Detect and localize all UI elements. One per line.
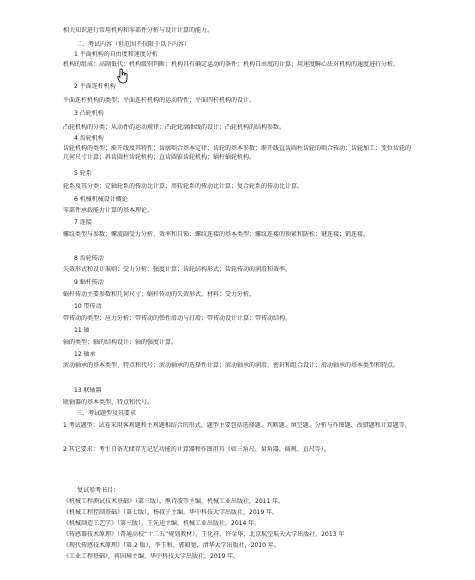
hand-pointer-icon (117, 68, 129, 84)
topic-body-4: 齿轮机构的类型；渐开线及其特性；齿廓啮合基本定律；齿轮的基本参数；渐开线直齿圆柱齿轮的啮合传动；齿轮加工；变位齿轮的几何尺寸计算；斜齿圆柱齿轮机构；直齿圆锥齿轮机构；蜗杆蜗轮机构。 (63, 145, 412, 161)
topic-heading-13: 13 联轴器 (74, 387, 102, 394)
reference-book-4: 《传感器技术原理》（普通高校“十二五”规划教材），王化祥，许金华，北京航空航天大学出版社，2013 年 (63, 531, 345, 538)
topic-body-5: 轮系及其分类；定轴轮系的传动比计算；周转轮系的传动比计算；复合轮系的传动比计算。 (63, 183, 304, 190)
topic-heading-3: 3 凸轮机构 (74, 110, 104, 117)
topic-heading-12: 12 轴承 (74, 351, 96, 358)
topic-heading-4: 4 齿轮机构 (74, 135, 104, 142)
topic-body-7: 螺纹类型与参数；螺旋副受力分析、效率和自锁；螺纹连接的基本类型；螺纹连接的预紧和防松；键连接；销连接。 (63, 231, 370, 238)
topic-body-13: 联轴器的基本类型、特点和代号。 (63, 399, 154, 406)
topic-body-9: 蜗杆传动主要参数和几何尺寸；蜗杆传动的失效形式、材料；受力分析。 (63, 291, 256, 298)
topic-heading-7: 7 连接 (74, 219, 92, 226)
reference-book-1: 《机械工程测试技术基础》（第三版），熊诗波等主编，机械工业出版社，2011 年。 (63, 498, 285, 505)
reference-books-heading: 复试参考书目： (77, 487, 120, 494)
topic-heading-5: 5 轮系 (74, 170, 92, 177)
topic-body-10: 带传动的类型；应力分析；带传动的弹性滑动与打滑；带传动设计计算；带传动结构。 (63, 315, 292, 322)
exam-format-item-2: 2 其它要求：考生自备无储存无记忆功能的计算器和作图用具（如三角尺、量角器、圆规、直尺等）。 (63, 446, 330, 453)
topic-heading-1: 1 平面机构的自由度和速度分析 (74, 51, 158, 58)
reference-book-5: 《现代传感技术原理》（第 2 版），李玉和、郭殿宽，清华大学出版社，2010 年。 (63, 542, 280, 549)
reference-book-6: 《工业工程基础》，蒋国璋主编，华中科技大学出版社，2019 年。 (63, 553, 240, 560)
topic-body-12: 滚动轴承的基本类型、特点和代号；滚动轴承的选择性计算；滚动轴承的润滑、密封和组合设计；滑动轴承的基本类型和特点。 (63, 362, 400, 369)
topic-body-2: 平面连杆机构的类型；平面连杆机构的运动特性；平面四杆机构的设计。 (63, 97, 256, 104)
topic-body-6: 零部件承载能力计算的基本理论。 (63, 207, 154, 214)
intro-line: 相关知识进行常用机构和零部件分析与设计计算的能力。 (63, 27, 214, 34)
topic-heading-11: 11 轴 (74, 327, 90, 334)
topic-heading-8: 8 齿轮传动 (74, 255, 104, 262)
topic-body-1: 机构的组成：高副低代；机构级别判断；机构具有确定运动的条件；机构自由度的计算；用速度瞬心法对机构的速度进行分析。 (63, 61, 400, 68)
section-heading-exam-format: 三、考试题型及其要求 (76, 410, 137, 417)
topic-heading-9: 9 蜗杆传动 (74, 279, 104, 286)
topic-body-11: 轴的类型；轴的结构设计；轴的强度计算。 (63, 339, 178, 346)
exam-format-item-1: 1 考试题型：试卷采用客观题和主观题相结合的形式，题型主要包括选择题、判断题、填空题、分析与作图题、改错题和计算题等。 (63, 422, 411, 429)
topic-heading-10: 10 带传动 (74, 303, 102, 310)
topic-body-8: 失效形式和设计准则；受力分析；强度计算；齿轮结构形式；齿轮传动的润滑和效率。 (63, 266, 292, 273)
reference-book-3: 《机械制造工艺学》（第三版），王先逵主编，机械工业出版社，2014 年。 (63, 520, 261, 527)
topic-heading-6: 6 机械机械设计概论 (74, 196, 128, 203)
reference-book-2: 《机械工程控制基础》（第七版），杨叔子主编，华中科技大学出版社，2019 年。 (63, 509, 279, 516)
topic-body-3: 凸轮机构的分类；从动件的运动规律；凸轮轮廓曲线的设计；凸轮机构的结构参数。 (63, 124, 286, 131)
section-heading-exam-content: 二、考试内容（但范围不仅限于以下内容） (76, 41, 191, 48)
topic-heading-2: 2 平面连杆机构 (74, 83, 116, 90)
